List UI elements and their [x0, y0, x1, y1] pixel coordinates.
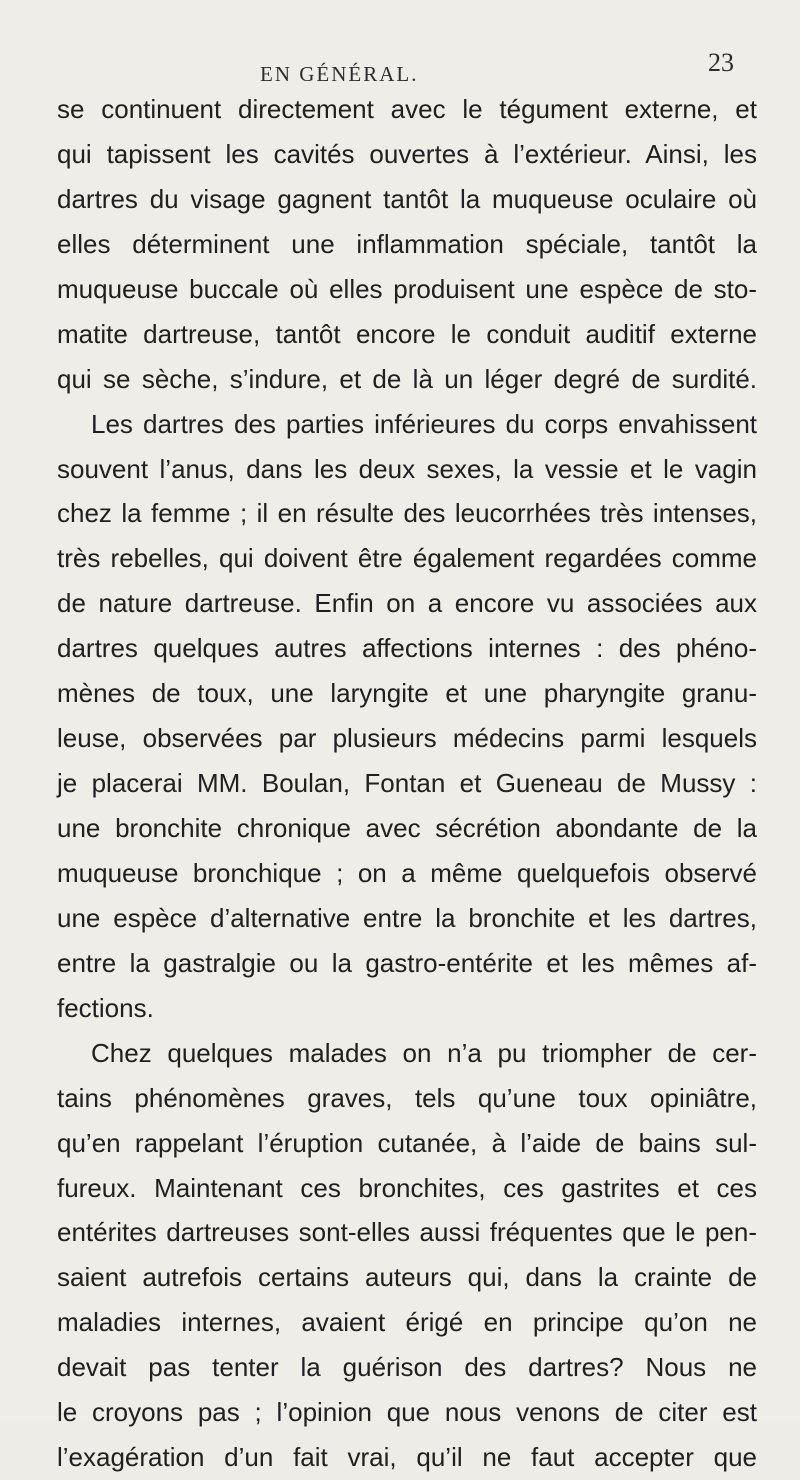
text-line: qui se sèche, s’indure, et de là un léger degré de surdité. — [57, 363, 757, 394]
running-head: EN GÉNÉRAL. — [260, 62, 419, 86]
text-line: dartres quelques autres affections internes : des phéno- — [57, 633, 757, 664]
text-line: le croyons pas ; l’opinion que nous venons de citer est — [57, 1397, 757, 1428]
text-line: qui tapissent les cavités ouvertes à l’extérieur. Ainsi, les — [57, 138, 757, 169]
text-line: muqueuse buccale où elles produisent une espèce de sto- — [57, 273, 757, 304]
text-line: mènes de toux, une laryngite et une pharyngite granu- — [57, 678, 757, 709]
text-line: elles déterminent une inflammation spéciale, tantôt la — [57, 228, 757, 259]
text-line: dartres du visage gagnent tantôt la muqueuse oculaire où — [57, 183, 757, 214]
text-line: maladies internes, avaient érigé en principe qu’on ne — [57, 1307, 757, 1338]
text-line: une bronchite chronique avec sécrétion abondante de la — [57, 813, 757, 843]
text-line: muqueuse bronchique ; on a même quelquefois observé — [57, 857, 757, 888]
body-text — [57, 87, 757, 1480]
text-line: de nature dartreuse. Enfin on a encore vu associées aux — [57, 588, 757, 619]
text-line: très rebelles, qui doivent être également regardées comme — [57, 543, 757, 574]
text-line: saient autrefois certains auteurs qui, dans la crainte de — [57, 1262, 757, 1293]
text-line: fureux. Maintenant ces bronchites, ces gastrites et ces — [57, 1172, 757, 1203]
text-line: entérites dartreuses sont-elles aussi fréquentes que le pen- — [57, 1217, 757, 1248]
text-line: entre la gastralgie ou la gastro-entérite et les mêmes af- — [57, 947, 757, 978]
text-line: devait pas tenter la guérison des dartres? Nous ne — [57, 1352, 757, 1383]
text-line: leuse, observées par plusieurs médecins parmi lesquels — [57, 723, 757, 754]
text-line: matite dartreuse, tantôt encore le conduit auditif externe — [57, 318, 757, 349]
text-line: fections. — [57, 992, 154, 1023]
text-line: Chez quelques malades on n’a pu triompher de cer- — [91, 1037, 757, 1068]
text-line: se continuent directement avec le tégument externe, et — [57, 94, 757, 124]
text-line: l’exagération d’un fait vrai, qu’il ne faut accepter que — [57, 1442, 757, 1473]
text-line: Les dartres des parties inférieures du corps envahissent — [91, 408, 757, 439]
text-line: souvent l’anus, dans les deux sexes, la vessie et le vagin — [57, 453, 757, 484]
text-line: une espèce d’alternative entre la bronchite et les dartres, — [57, 902, 757, 933]
text-line: tains phénomènes graves, tels qu’une toux opiniâtre, — [57, 1082, 757, 1113]
text-line: je placerai MM. Boulan, Fontan et Gueneau de Mussy : — [57, 768, 757, 799]
page-number: 23 — [708, 48, 734, 77]
text-line: chez la femme ; il en résulte des leucorrhées très intenses, — [57, 498, 757, 529]
text-line: qu’en rappelant l’éruption cutanée, à l’aide de bains sul- — [57, 1127, 757, 1158]
